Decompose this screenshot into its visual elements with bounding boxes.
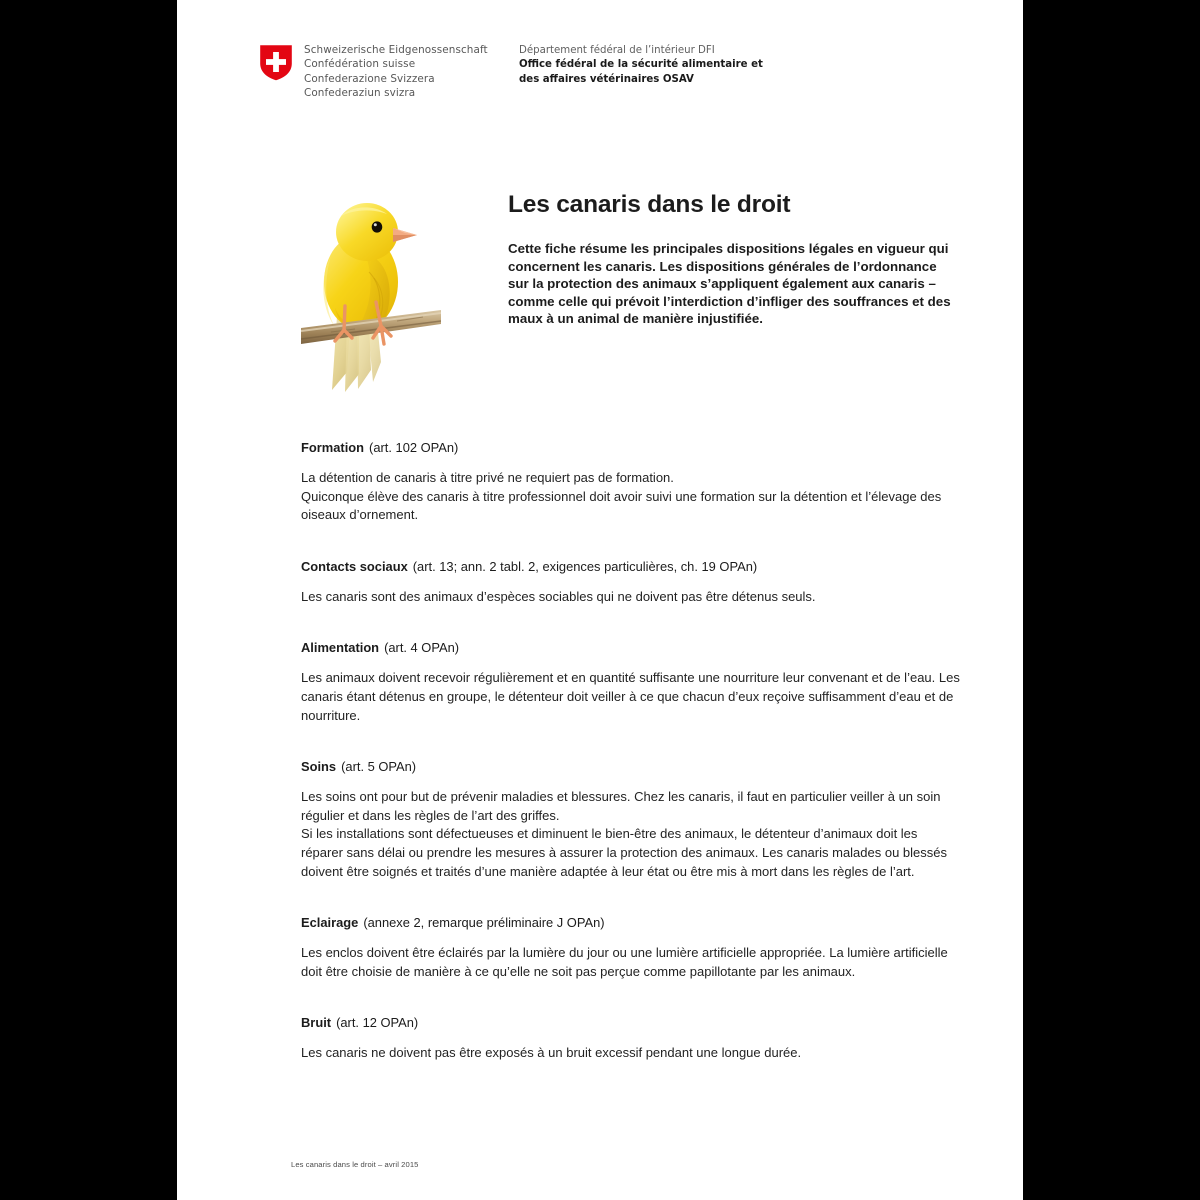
section-body: La détention de canaris à titre privé ne requiert pas de formation. Quiconque élève des canaris à titre professionnel doit avoir suivi une formation sur la détention et l’élevage des oiseaux d’ornement. (301, 470, 942, 523)
canary-on-branch-photo (301, 186, 441, 394)
title-column (508, 192, 958, 328)
office-name-line2: des affaires vétérinaires OSAV (519, 73, 694, 85)
lang-fr: Confédération suisse (304, 58, 416, 71)
lang-rm: Confederaziun svizra (304, 87, 416, 100)
section-reference: (annexe 2, remarque préliminaire J OPAn) (363, 915, 605, 931)
section-eclairage (301, 915, 961, 981)
section-reference: (art. 12 OPAn) (336, 1015, 419, 1031)
section-heading (301, 915, 961, 931)
section-formation (301, 440, 961, 525)
section-body: Les canaris ne doivent pas être exposés à un bruit excessif pendant une longue durée. (301, 1045, 802, 1061)
lang-de: Schweizerische Eidgenossenschaft (304, 44, 488, 56)
section-heading (301, 559, 961, 575)
section-reference: (art. 102 OPAn) (369, 440, 459, 455)
section-reference: (art. 5 OPAn) (341, 759, 417, 775)
section-contacts-sociaux (301, 559, 961, 607)
lead-paragraph: Cette fiche résume les principales dispositions légales en vigueur qui concernent les canaris. Les dispositions générales de l’ordonnance sur la protection des animaux s’appliquent également aux canaris – comme celle qui prévoit l’interdiction d’infliger des souffrances et des maux à un animal de manière injustifiée. (508, 240, 951, 327)
sections-container (301, 440, 961, 1063)
section-body: Les animaux doivent recevoir régulièrement et en quantité suffisante une nourriture leur convenant et de l’eau. Les canaris étant détenus en groupe, le détenteur doit veiller à ce que chacun d’eux reçoive suffisamment d’eau et de nourriture. (301, 670, 960, 723)
document-page (177, 0, 1023, 1200)
department-block (519, 43, 763, 87)
section-title: Soins (301, 759, 337, 775)
document-header (259, 43, 763, 101)
office-name-line1: Office fédéral de la sécurité alimentaire et (519, 59, 763, 71)
section-title: Formation (301, 440, 365, 455)
confederation-languages (304, 43, 519, 101)
section-bruit (301, 1015, 961, 1063)
section-soins (301, 759, 961, 881)
page-footer: Les canaris dans le droit – avril 2015 (291, 1160, 419, 1169)
section-heading (301, 640, 961, 656)
section-reference: (art. 4 OPAn) (384, 640, 460, 656)
section-alimentation (301, 640, 961, 725)
section-heading (301, 759, 961, 775)
swiss-coat-of-arms-icon (259, 43, 293, 81)
section-title: Bruit (301, 1015, 332, 1031)
section-reference: (art. 13; ann. 2 tabl. 2, exigences particulières, ch. 19 OPAn) (412, 558, 758, 574)
section-body: Les canaris sont des animaux d’espèces sociables qui ne doivent pas être détenus seuls. (301, 588, 816, 604)
section-title: Contacts sociaux (301, 558, 408, 574)
section-heading (301, 440, 961, 456)
lang-it: Confederazione Svizzera (304, 72, 435, 85)
department-name: Département fédéral de l’intérieur DFI (519, 45, 715, 56)
section-title: Eclairage (301, 915, 359, 931)
section-body: Les soins ont pour but de prévenir maladies et blessures. Chez les canaris, il faut en particulier veiller à un soin régulier et dans les règles de l’art des griffes. Si les installations sont défectueuses et diminuent le bien-être des animaux, le détenteur d’animaux doit les réparer sans délai ou prendre les mesures à assurer la protection des animaux. Les canaris malades ou blessés doivent être soignés et traités d’une manière adaptée à leur état ou être mis à mort dans les règles de l’art. (301, 789, 948, 879)
section-heading (301, 1015, 961, 1031)
page-title: Les canaris dans le droit (508, 191, 791, 218)
section-body: Les enclos doivent être éclairés par la lumière du jour ou une lumière artificielle appropriée. La lumière artificielle doit être choisie de manière à ce qu’elle ne soit pas perçue comme papillotante par les animaux. (301, 945, 948, 979)
section-title: Alimentation (301, 640, 380, 656)
canary-head (336, 203, 417, 261)
